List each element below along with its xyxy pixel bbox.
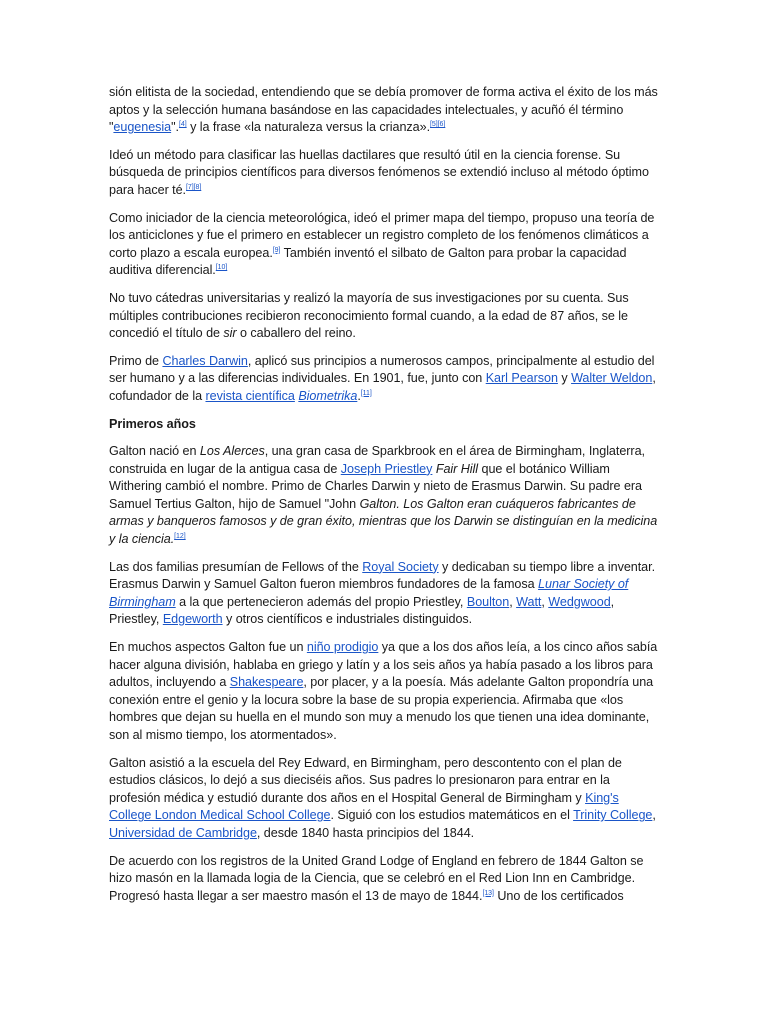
citation-link[interactable]: [4]	[178, 121, 187, 129]
paragraph-prodigy	[109, 639, 659, 745]
link-shakespeare[interactable]: Shakespeare	[229, 675, 304, 690]
text: En muchos aspectos Galton fue un	[109, 640, 307, 655]
link-boulton[interactable]: Boulton	[466, 594, 510, 609]
text: ,	[652, 808, 656, 823]
text: , Priestley,	[109, 594, 615, 627]
text-italic: Biometrika	[298, 388, 358, 403]
link-revista-cientifica[interactable]: revista científica	[205, 388, 295, 403]
text: Ideó un método para clasificar las huellas dactilares que resultó útil en la ciencia forense. Su búsqueda de principios científicos para diversos fenómenos se extendió incluso al método óptimo para hacer té.	[109, 147, 649, 197]
paragraph-fingerprints	[109, 147, 659, 200]
link-eugenesia[interactable]: eugenesia	[113, 120, 172, 135]
text: que el botánico William Withering cambió el nombre. Primo de Charles Darwin y nieto de Erasmus Darwin. Su padre era Samuel Tertius Galton, hijo de Samuel "John	[109, 461, 643, 511]
paragraph-meteorology	[109, 210, 659, 280]
text-italic: sir	[223, 326, 237, 341]
paragraph-darwin-cousin	[109, 353, 659, 406]
text: Uno de los certificados	[493, 888, 624, 903]
text-italic: Fair Hill	[435, 461, 479, 476]
paragraph-freemason	[109, 853, 659, 906]
link-biometrika[interactable]	[298, 389, 357, 403]
link-charles-darwin[interactable]: Charles Darwin	[162, 353, 248, 368]
link-trinity-college[interactable]: Trinity College	[573, 808, 653, 823]
citation-7-8[interactable]	[186, 184, 201, 191]
text: ya que a los dos años leía, a los cinco años sabía hacer alguna división, hablaba en griego y latín y a los seis años ya había pasado a los libros para adultos, incluyendo a	[109, 640, 658, 690]
link-kings-college[interactable]: King's College London Medical School College	[109, 790, 619, 823]
text: , cofundador de la	[109, 371, 656, 403]
citation-link[interactable]: [11]	[360, 389, 372, 397]
text: y la frase «la naturaleza versus la crianza».	[186, 120, 431, 135]
section-heading: Primeros años	[109, 416, 196, 431]
paragraph-eugenics	[109, 84, 659, 137]
citation-link[interactable]: [9]	[272, 246, 281, 254]
text: , una gran casa de Sparkbrook en el área de Birmingham, Inglaterra, construida en lugar de la antigua casa de	[109, 444, 645, 476]
text: De acuerdo con los registros de la United Grand Lodge of England en febrero de 1844 Galton se hizo masón en la llamada logia de la Ciencia, que se celebró en el Red Lion Inn en Cambridge. Progresó hasta llegar a ser maestro masón el 13 de mayo de 1844.	[109, 853, 644, 903]
link-universidad-cambridge[interactable]: Universidad de Cambridge	[109, 825, 257, 840]
citation-5-6[interactable]	[430, 121, 445, 128]
text: , desde 1840 hasta principios del 1844.	[256, 825, 475, 840]
paragraph-birth	[109, 443, 659, 549]
text: sión elitista de la sociedad, entendiendo que se debía promover de forma activa el éxito de los más aptos y la selección humana basándose en las capacidades intelectuales, y acuñó él término "	[109, 85, 658, 135]
text: No tuvo cátedras universitarias y realizó la mayoría de sus investigaciones por su cuenta. Sus múltiples contribuciones recibieron reconocimiento formal cuando, a la edad de 87 años, se le concedió el título de	[109, 290, 629, 341]
citation-11[interactable]	[361, 390, 372, 397]
link-joseph-priestley[interactable]: Joseph Priestley	[340, 461, 433, 476]
paragraph-recognition	[109, 290, 659, 343]
citation-link[interactable]: [5][6]	[430, 121, 446, 129]
text: y otros científicos e industriales distinguidos.	[222, 612, 473, 627]
text: , aplicó sus principios a numerosos campos, principalmente al estudio del ser humano y a las diferencias individuales. En 1901, fue, junto con	[109, 353, 655, 386]
citation-13[interactable]	[482, 890, 493, 897]
text: Galton nació en	[109, 444, 200, 459]
text: , por placer, y a la poesía. Más adelante Galton propondría una conexión entre el genio y la locura sobre la base de su propia experiencia. Afirmaba que «los hombres que dejan su huella en el mundo son muy a menudo los que tienen una idea dominante, son al mismo tiempo, los atormentados».	[109, 675, 654, 742]
text: y dedicaban su tiempo libre a inventar. Erasmus Darwin y Samuel Galton fueron miembros fundadores de la famosa	[109, 559, 656, 592]
text: a la que pertenecieron además del propio Priestley,	[175, 594, 467, 609]
document-page	[109, 84, 659, 915]
link-royal-society[interactable]: Royal Society	[362, 559, 439, 574]
link-nino-prodigio[interactable]: niño prodigio	[306, 640, 379, 655]
text: y	[557, 371, 572, 386]
paragraph-families	[109, 559, 659, 629]
text: o caballero del reino.	[236, 326, 356, 341]
citation-link[interactable]: [10]	[215, 264, 228, 272]
text: Como iniciador de la ciencia meteorológica, ideó el primer mapa del tiempo, propuso una teoría de los anticiclones y fue el primero en establecer un registro completo de los fenómenos climáticos a corto plazo a escala europea.	[109, 210, 655, 260]
text-italic: Galton. Los Galton eran cuáqueros fabricantes de armas y banqueros famosos y de gran éxito, mientras que los Darwin se distinguían en la medicina y la ciencia.	[109, 496, 658, 547]
text: .	[357, 388, 361, 403]
text-italic: Lunar Society of Birmingham	[109, 577, 629, 609]
link-edgeworth[interactable]: Edgeworth	[162, 612, 223, 627]
text: ,	[509, 594, 517, 609]
text: ,	[541, 594, 549, 609]
text-italic: Los Alerces	[199, 444, 265, 459]
link-wedgwood[interactable]: Wedgwood	[548, 594, 611, 609]
text: Primo de	[109, 353, 163, 368]
link-walter-weldon[interactable]: Walter Weldon	[571, 371, 653, 386]
link-watt[interactable]: Watt	[516, 594, 542, 609]
citation-4[interactable]	[179, 121, 187, 128]
citation-link[interactable]: [13]	[482, 889, 494, 897]
citation-10[interactable]	[216, 264, 227, 271]
paragraph-education	[109, 755, 659, 843]
citation-link[interactable]: [7][8]	[186, 183, 202, 191]
link-karl-pearson[interactable]: Karl Pearson	[485, 371, 558, 386]
text: Las dos familias presumían de Fellows of the	[109, 559, 363, 574]
citation-12[interactable]	[174, 533, 185, 540]
text: . Siguió con los estudios matemáticos en el	[330, 808, 574, 823]
text: ".	[171, 120, 179, 135]
text: Galton asistió a la escuela del Rey Edward, en Birmingham, pero descontento con el plan de estudios clásicos, lo dejó a sus dieciséis años. Sus padres lo presionaron para entrar en la profesión médica y estudió durante dos años en el Hospital General de Birmingham y	[109, 755, 622, 805]
text: También inventó el silbato de Galton para probar la capacidad auditiva diferencial.	[109, 245, 627, 278]
citation-link[interactable]: [12]	[174, 533, 186, 541]
